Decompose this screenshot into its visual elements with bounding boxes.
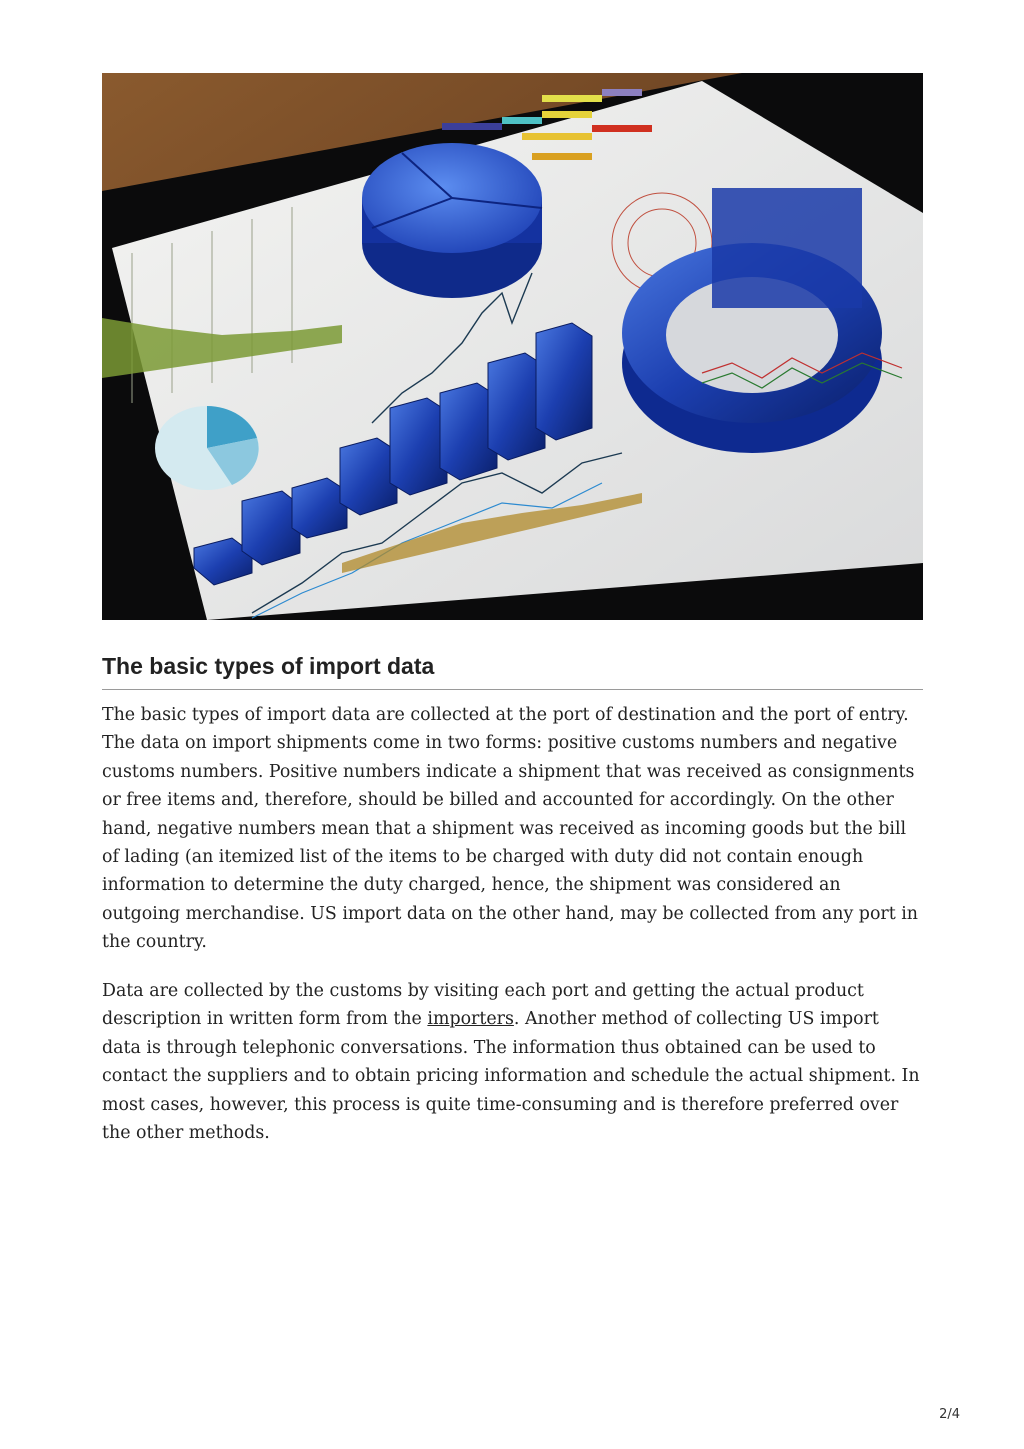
heading-divider — [102, 689, 923, 690]
article-paragraph-2 — [102, 977, 923, 1147]
importers-link[interactable]: importers — [427, 1009, 514, 1030]
page-number: 2/4 — [939, 1407, 960, 1422]
article-paragraph-1: The basic types of import data are collected at the port of destination and the port of entry. The data on import shipments come in two forms: positive customs numbers and negative customs numbers. Positive numbers indicate a shipment that was received as consignments or free items and, therefore, should be billed and accounted for accordingly. On the other hand, negative numbers mean that a shipment was received as incoming goods but the bill of lading (an itemized list of the items to be charged with duty did not contain enough information to determine the duty charged, hence, the shipment was considered an outgoing merchandise. US import data on the other hand, may be collected from any port in the country. — [102, 705, 919, 953]
article-heading: The basic types of import data — [102, 653, 435, 679]
paragraph-text: Data are collected by the customs by visiting each port and getting the actual product description in written form from the — [102, 981, 864, 1030]
hero-image — [102, 73, 923, 620]
hero-image-illustration — [102, 73, 923, 620]
paragraph-text: . Another method of collecting US import data is through telephonic conversations. The information thus obtained can be used to contact the suppliers and to obtain pricing information and schedule the actual shipment. In most cases, however, this process is quite time-consuming and is therefore preferred over the other methods. — [102, 1009, 920, 1144]
